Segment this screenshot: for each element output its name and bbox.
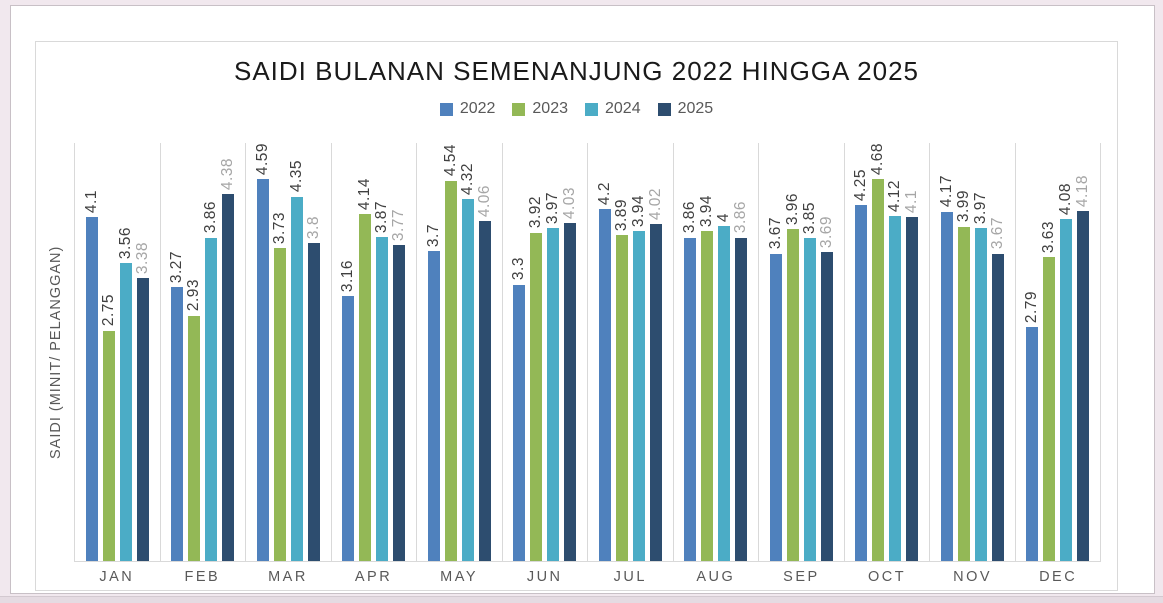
- bar-wrap-2023-jul: [612, 143, 630, 561]
- legend-swatch-2022: [440, 103, 453, 116]
- bar-2024-jun[interactable]: [547, 228, 559, 561]
- bar-2023-jan[interactable]: [103, 331, 115, 562]
- x-axis-label-dec: DEC: [1039, 569, 1078, 585]
- bar-wrap-2022-mar: [253, 143, 271, 561]
- bar-value-label-2024-jul: 3.94: [629, 194, 647, 227]
- bar-2024-may[interactable]: [462, 199, 474, 561]
- bar-value-label-2022-mar: 4.59: [253, 143, 271, 176]
- bar-wrap-2024-nov: [971, 143, 989, 561]
- bar-value-label-2025-oct: 4.1: [903, 190, 921, 214]
- bar-value-label-2025-may: 4.06: [475, 184, 493, 217]
- bar-2022-apr[interactable]: [342, 296, 354, 561]
- bar-wrap-2022-sep: [766, 143, 784, 561]
- chart-area[interactable]: [35, 41, 1118, 591]
- x-axis-label-sep: SEP: [783, 569, 820, 585]
- bar-value-label-2024-jun: 3.97: [544, 192, 562, 225]
- legend-swatch-2025: [658, 103, 671, 116]
- bar-2023-jul[interactable]: [616, 235, 628, 561]
- bar-2023-jun[interactable]: [530, 233, 542, 562]
- x-axis-label-aug: AUG: [696, 569, 736, 585]
- legend-item-2025[interactable]: [658, 100, 714, 118]
- bar-wrap-2023-feb: [185, 143, 203, 561]
- bar-wrap-2022-feb: [168, 143, 186, 561]
- bar-wrap-2024-apr: [373, 143, 391, 561]
- bar-2024-mar[interactable]: [291, 197, 303, 562]
- bar-2023-may[interactable]: [445, 181, 457, 562]
- bar-2022-sep[interactable]: [770, 254, 782, 562]
- y-axis-title: SAIDI (MINIT/ PELANGGAN): [48, 245, 64, 460]
- bar-2025-feb[interactable]: [222, 194, 234, 561]
- bar-2022-may[interactable]: [428, 251, 440, 561]
- bar-2023-dec[interactable]: [1043, 257, 1055, 561]
- legend-item-2023[interactable]: [512, 100, 568, 118]
- bar-2024-jan[interactable]: [120, 263, 132, 561]
- bar-value-label-2023-dec: 3.63: [1040, 220, 1058, 253]
- legend-swatch-2024: [585, 103, 598, 116]
- bar-value-label-2025-sep: 3.69: [817, 215, 835, 248]
- legend-label-2025: 2025: [677, 100, 714, 117]
- bar-value-label-2022-jul: 4.2: [595, 181, 613, 205]
- bar-wrap-2025-may: [475, 143, 493, 561]
- bar-value-label-2025-feb: 4.38: [219, 157, 237, 190]
- bar-2023-sep[interactable]: [787, 229, 799, 561]
- bar-2025-mar[interactable]: [308, 243, 320, 561]
- bar-2022-jul[interactable]: [599, 209, 611, 561]
- bar-wrap-2022-apr: [339, 143, 357, 561]
- x-axis-label-nov: NOV: [953, 569, 993, 585]
- bar-2025-sep[interactable]: [821, 252, 833, 561]
- bar-2023-mar[interactable]: [274, 248, 286, 561]
- bar-wrap-2024-oct: [886, 143, 904, 561]
- bar-value-label-2024-may: 4.32: [458, 162, 476, 195]
- bar-wrap-2022-jan: [82, 143, 100, 561]
- legend-item-2022[interactable]: [440, 100, 496, 118]
- bar-wrap-2023-apr: [356, 143, 374, 561]
- chart-window-panel: [10, 5, 1155, 594]
- bar-wrap-2022-jun: [510, 143, 528, 561]
- bar-2023-aug[interactable]: [701, 231, 713, 561]
- bar-value-label-2024-apr: 3.87: [373, 200, 391, 233]
- bar-value-label-2023-sep: 3.96: [783, 193, 801, 226]
- x-axis-label-mar: MAR: [268, 569, 308, 585]
- bar-value-label-2023-jun: 3.92: [527, 196, 545, 229]
- legend-label-2022: 2022: [459, 100, 496, 117]
- bar-value-label-2023-aug: 3.94: [698, 194, 716, 227]
- month-group-mar: [246, 143, 332, 561]
- bar-wrap-2022-aug: [681, 143, 699, 561]
- bar-2024-apr[interactable]: [376, 237, 388, 561]
- bar-wrap-2025-jun: [561, 143, 579, 561]
- bar-wrap-2025-jul: [646, 143, 664, 561]
- bar-wrap-2024-jul: [629, 143, 647, 561]
- bar-2022-nov[interactable]: [941, 212, 953, 561]
- month-group-feb: [161, 143, 247, 561]
- bar-wrap-2025-feb: [219, 143, 237, 561]
- bar-value-label-2023-jul: 3.89: [612, 198, 630, 231]
- bar-2025-jun[interactable]: [564, 223, 576, 561]
- plot-area: [74, 143, 1101, 562]
- bar-wrap-2025-aug: [732, 143, 750, 561]
- bar-2024-jul[interactable]: [633, 231, 645, 561]
- bar-value-label-2024-jan: 3.56: [116, 226, 134, 259]
- month-group-nov: [930, 143, 1016, 561]
- bar-value-label-2025-nov: 3.67: [988, 217, 1006, 250]
- bar-value-label-2022-aug: 3.86: [681, 201, 699, 234]
- month-group-sep: [759, 143, 845, 561]
- bar-value-label-2022-sep: 3.67: [766, 217, 784, 250]
- bar-value-label-2024-aug: 4: [715, 212, 733, 222]
- bar-wrap-2023-may: [441, 143, 459, 561]
- bar-value-label-2025-jul: 4.02: [646, 187, 664, 221]
- bar-value-label-2024-oct: 4.12: [886, 179, 904, 212]
- bar-value-label-2022-jun: 3.3: [510, 257, 528, 281]
- bar-value-label-2023-may: 4.54: [441, 144, 459, 177]
- month-group-dec: [1016, 143, 1102, 561]
- bar-wrap-2024-jun: [544, 143, 562, 561]
- month-group-oct: [845, 143, 931, 561]
- month-group-aug: [674, 143, 760, 561]
- bar-2025-jan[interactable]: [137, 278, 149, 561]
- bar-2023-apr[interactable]: [359, 214, 371, 561]
- x-axis-label-may: MAY: [440, 569, 479, 585]
- bar-wrap-2025-nov: [988, 143, 1006, 561]
- bar-2024-aug[interactable]: [718, 226, 730, 561]
- bar-wrap-2023-nov: [954, 143, 972, 561]
- bar-value-label-2025-dec: 4.18: [1074, 174, 1092, 207]
- legend-swatch-2023: [512, 103, 525, 116]
- bar-value-label-2024-mar: 4.35: [287, 160, 305, 193]
- x-axis-labels: [74, 569, 1101, 585]
- bar-value-label-2025-jun: 4.03: [561, 187, 579, 220]
- bar-value-label-2023-oct: 4.68: [869, 143, 887, 176]
- bar-2022-jan[interactable]: [86, 217, 98, 561]
- legend-label-2023: 2023: [532, 100, 568, 117]
- bar-wrap-2024-feb: [202, 143, 220, 561]
- bar-2022-oct[interactable]: [855, 205, 867, 561]
- bar-wrap-2024-aug: [715, 143, 733, 561]
- bar-2022-aug[interactable]: [684, 238, 696, 562]
- bar-wrap-2023-aug: [698, 143, 716, 561]
- legend: [36, 100, 1117, 118]
- bar-wrap-2023-mar: [270, 143, 288, 561]
- bar-wrap-2025-sep: [817, 143, 835, 561]
- month-group-jul: [588, 143, 674, 561]
- bar-value-label-2025-aug: 3.86: [732, 201, 750, 234]
- bar-2024-nov[interactable]: [975, 228, 987, 561]
- month-group-may: [417, 143, 503, 561]
- bar-2022-jun[interactable]: [513, 285, 525, 562]
- bar-2025-apr[interactable]: [393, 245, 405, 561]
- bar-value-label-2025-apr: 3.77: [390, 208, 408, 242]
- x-axis-label-jan: JAN: [99, 569, 135, 585]
- bar-wrap-2022-dec: [1023, 143, 1041, 561]
- bar-value-label-2022-may: 3.7: [424, 223, 442, 247]
- bar-2024-sep[interactable]: [804, 238, 816, 561]
- legend-item-2024[interactable]: [585, 100, 641, 118]
- bar-value-label-2022-nov: 4.17: [937, 175, 955, 208]
- bar-2025-oct[interactable]: [906, 217, 918, 561]
- bar-value-label-2023-mar: 3.73: [270, 212, 288, 245]
- bar-2024-feb[interactable]: [205, 238, 217, 562]
- bar-wrap-2024-may: [458, 143, 476, 561]
- bar-wrap-2023-dec: [1040, 143, 1058, 561]
- month-group-jan: [74, 143, 161, 561]
- bar-2025-dec[interactable]: [1077, 211, 1089, 561]
- bar-value-label-2022-feb: 3.27: [168, 250, 186, 283]
- bar-wrap-2022-jul: [595, 143, 613, 561]
- bar-2023-oct[interactable]: [872, 179, 884, 561]
- bar-value-label-2023-jan: 2.75: [99, 294, 117, 327]
- bar-value-label-2023-feb: 2.93: [185, 279, 203, 312]
- bar-wrap-2024-jan: [116, 143, 134, 561]
- month-group-jun: [503, 143, 589, 561]
- x-axis-label-apr: APR: [354, 569, 393, 585]
- bar-wrap-2025-jan: [133, 143, 151, 561]
- bar-2022-feb[interactable]: [171, 287, 183, 561]
- bar-value-label-2025-jan: 3.38: [133, 241, 151, 274]
- bar-wrap-2023-jan: [99, 143, 117, 561]
- bar-2025-nov[interactable]: [992, 254, 1004, 562]
- bar-value-label-2024-dec: 4.08: [1057, 182, 1075, 216]
- bar-2024-oct[interactable]: [889, 216, 901, 561]
- bar-2022-mar[interactable]: [257, 179, 269, 561]
- legend-label-2024: 2024: [605, 100, 641, 117]
- bar-2022-dec[interactable]: [1026, 327, 1038, 561]
- bar-wrap-2024-dec: [1057, 143, 1075, 561]
- x-axis-label-jun: JUN: [526, 569, 563, 585]
- bar-value-label-2025-mar: 3.8: [304, 215, 322, 239]
- bar-value-label-2022-jan: 4.1: [82, 190, 100, 214]
- bar-wrap-2024-sep: [800, 143, 818, 561]
- bar-wrap-2022-nov: [937, 143, 955, 561]
- x-axis-label-feb: FEB: [184, 569, 221, 585]
- bar-value-label-2022-oct: 4.25: [852, 168, 870, 201]
- bar-value-label-2022-apr: 3.16: [339, 260, 357, 293]
- month-group-apr: [332, 143, 418, 561]
- x-axis-label-jul: JUL: [613, 569, 647, 585]
- bar-wrap-2024-mar: [287, 143, 305, 561]
- bar-value-label-2023-apr: 4.14: [356, 177, 374, 211]
- bar-value-label-2024-sep: 3.85: [800, 202, 818, 235]
- bar-2025-may[interactable]: [479, 221, 491, 561]
- bar-value-label-2024-nov: 3.97: [971, 192, 989, 225]
- bar-value-label-2024-feb: 3.86: [202, 201, 220, 234]
- bar-wrap-2025-mar: [304, 143, 322, 561]
- bar-wrap-2022-oct: [852, 143, 870, 561]
- bar-wrap-2025-dec: [1074, 143, 1092, 561]
- bar-wrap-2025-oct: [903, 143, 921, 561]
- bar-2023-nov[interactable]: [958, 227, 970, 561]
- bar-value-label-2022-dec: 2.79: [1023, 291, 1041, 324]
- chart-title: SAIDI BULANAN SEMENANJUNG 2022 HINGGA 2025: [233, 56, 919, 86]
- bar-2023-feb[interactable]: [188, 316, 200, 562]
- bar-2025-aug[interactable]: [735, 238, 747, 562]
- x-axis-label-oct: OCT: [867, 569, 907, 585]
- window-bottom-edge: [0, 596, 1163, 603]
- bar-2024-dec[interactable]: [1060, 219, 1072, 561]
- bar-2025-jul[interactable]: [650, 224, 662, 561]
- bar-value-label-2023-nov: 3.99: [954, 190, 972, 223]
- bar-wrap-2022-may: [424, 143, 442, 561]
- bar-wrap-2023-sep: [783, 143, 801, 561]
- bar-wrap-2023-jun: [527, 143, 545, 561]
- bar-wrap-2025-apr: [390, 143, 408, 561]
- bar-wrap-2023-oct: [869, 143, 887, 561]
